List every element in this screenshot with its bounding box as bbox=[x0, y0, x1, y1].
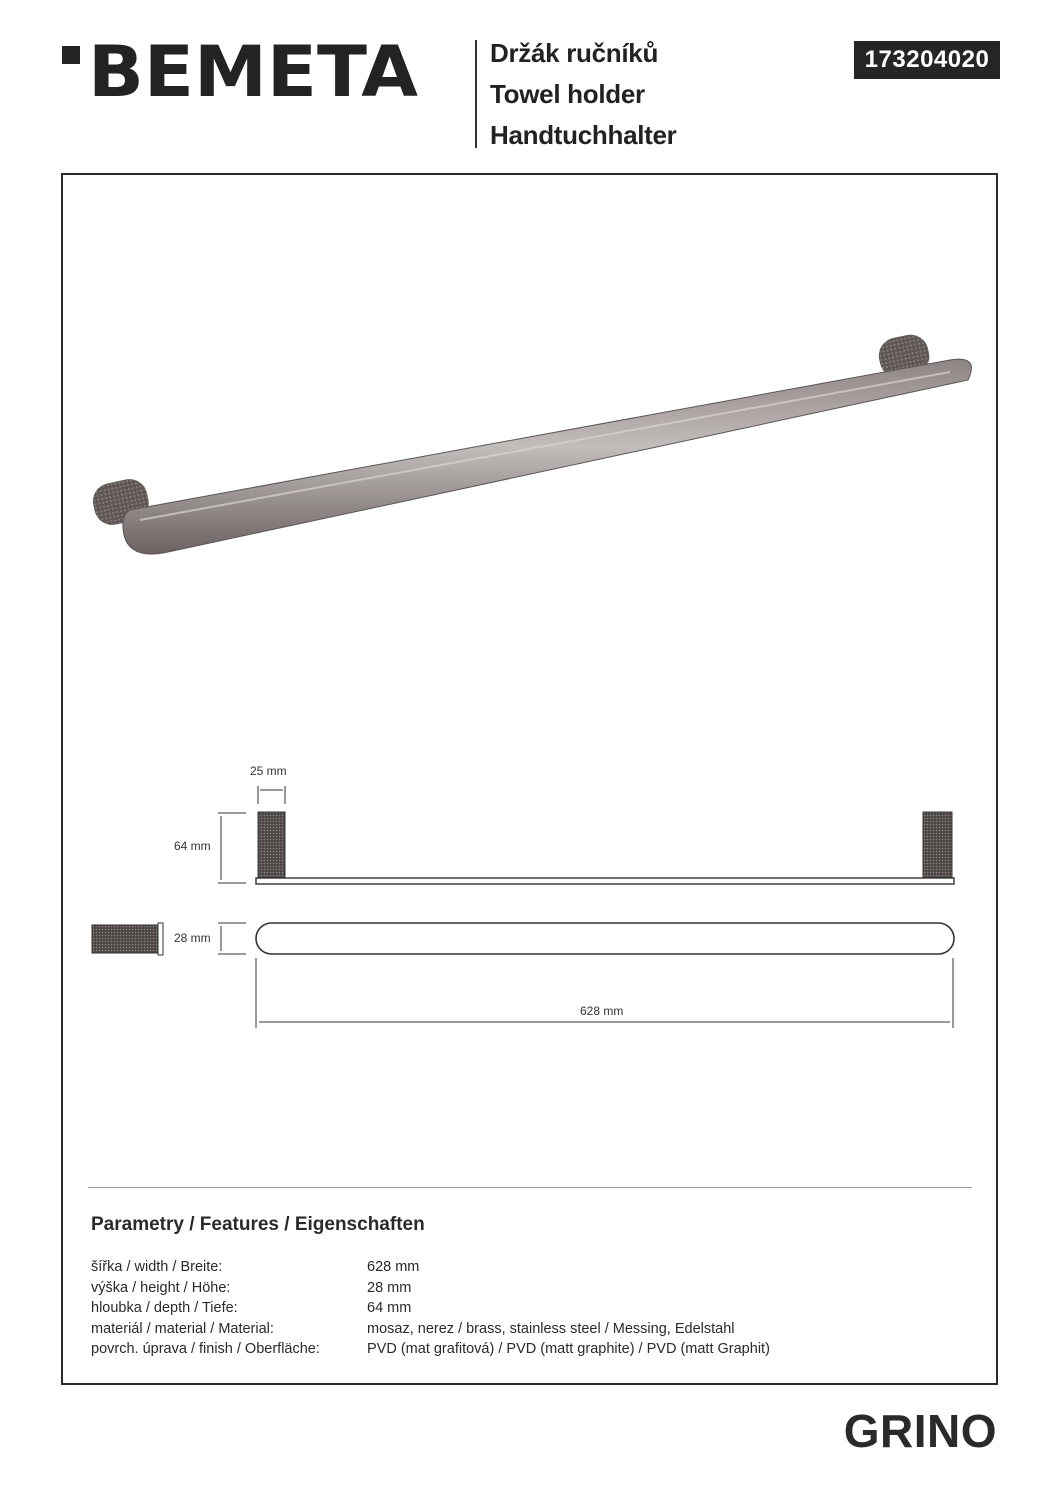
header-divider bbox=[475, 40, 477, 148]
dimension-length: 628 mm bbox=[580, 1004, 624, 1018]
dimension-height: 28 mm bbox=[174, 931, 211, 945]
spec-label: hloubka / depth / Tiefe: bbox=[91, 1300, 238, 1316]
spec-label: materiál / material / Material: bbox=[91, 1321, 274, 1337]
spec-row-finish bbox=[91, 1341, 971, 1361]
spec-value: 28 mm bbox=[367, 1280, 412, 1296]
spec-row-width bbox=[91, 1259, 971, 1279]
section-divider bbox=[88, 1187, 972, 1188]
spec-label: šířka / width / Breite: bbox=[91, 1259, 223, 1275]
spec-label: výška / height / Höhe: bbox=[91, 1280, 231, 1296]
dimension-post-width: 25 mm bbox=[250, 764, 287, 778]
spec-value: PVD (mat grafitová) / PVD (matt graphite) / PVD (matt Graphit) bbox=[367, 1341, 770, 1357]
spec-label: povrch. úprava / finish / Oberfläche: bbox=[91, 1341, 320, 1357]
product-code-badge: 173204020 bbox=[854, 41, 1000, 79]
technical-drawing bbox=[80, 760, 980, 1050]
spec-value: 628 mm bbox=[367, 1259, 420, 1275]
spec-row-depth bbox=[91, 1300, 971, 1320]
spec-value: mosaz, nerez / brass, stainless steel / Messing, Edelstahl bbox=[367, 1321, 735, 1337]
bemeta-logo bbox=[62, 40, 422, 104]
features-heading: Parametry / Features / Eigenschaften bbox=[91, 1214, 425, 1235]
title-czech: Držák ručníků bbox=[490, 38, 659, 68]
dimension-depth: 64 mm bbox=[174, 839, 211, 853]
spec-row-material bbox=[91, 1321, 971, 1341]
spec-value: 64 mm bbox=[367, 1300, 412, 1316]
series-name: GRINO bbox=[843, 1405, 997, 1457]
product-image bbox=[80, 320, 980, 570]
spec-row-height bbox=[91, 1280, 971, 1300]
title-german: Handtuchhalter bbox=[490, 120, 677, 150]
svg-text:BEMETA: BEMETA bbox=[88, 40, 418, 104]
title-english: Towel holder bbox=[490, 79, 645, 109]
